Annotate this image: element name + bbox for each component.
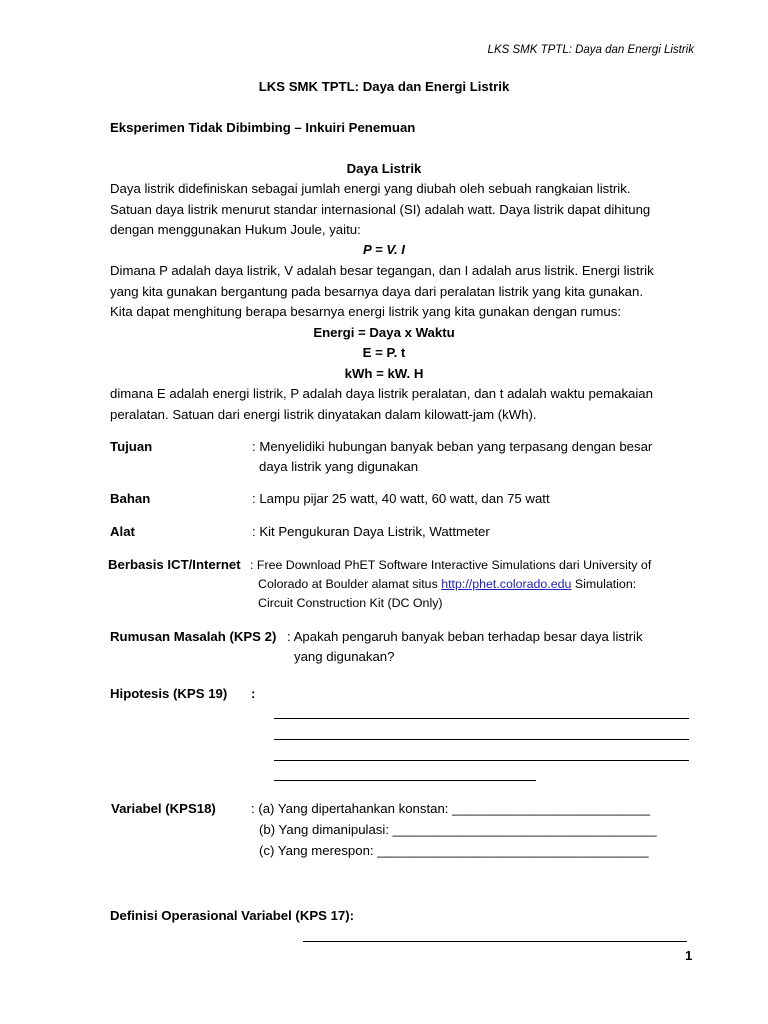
answer-line[interactable] bbox=[274, 718, 689, 719]
formula-energy: kWh = kW. H bbox=[344, 366, 424, 381]
ict-value-line bbox=[258, 574, 636, 594]
formula-energy: Energi = Daya x Waktu bbox=[313, 325, 455, 340]
variabel-item[interactable]: (b) Yang dimanipulasi: ____________________________________ bbox=[259, 822, 657, 837]
rumusan-value: : Apakah pengaruh banyak beban terhadap besar daya listrik bbox=[287, 629, 643, 644]
running-header: LKS SMK TPTL: Daya dan Energi Listrik bbox=[487, 44, 694, 56]
answer-line[interactable] bbox=[274, 780, 536, 781]
tujuan-label: Tujuan bbox=[110, 439, 153, 454]
hipotesis-colon: : bbox=[251, 686, 256, 701]
tujuan-value: : Menyelidiki hubungan banyak beban yang terpasang dengan besar bbox=[252, 439, 653, 454]
answer-line[interactable] bbox=[274, 739, 689, 740]
page-number: 1 bbox=[685, 948, 693, 963]
bahan-label: Bahan bbox=[110, 491, 151, 506]
document-title: LKS SMK TPTL: Daya dan Energi Listrik bbox=[258, 79, 510, 94]
alat-label: Alat bbox=[110, 524, 135, 539]
definisi-label: Definisi Operasional Variabel (KPS 17): bbox=[110, 908, 355, 923]
paragraph-line: yang kita gunakan bergantung pada besarnya daya dari peralatan listrik yang kita gunakan. bbox=[110, 284, 643, 299]
section-title: Daya Listrik bbox=[346, 161, 422, 176]
variabel-item[interactable]: (c) Yang merespon: _____________________________________ bbox=[259, 843, 649, 858]
answer-line[interactable] bbox=[303, 941, 687, 942]
rumusan-value: yang digunakan? bbox=[294, 649, 395, 664]
ict-value: : Free Download PhET Software Interactive Simulations dari University of bbox=[250, 558, 652, 572]
ict-label: Berbasis ICT/Internet bbox=[108, 557, 241, 572]
paragraph-line: Satuan daya listrik menurut standar internasional (SI) adalah watt. Daya listrik dapat dihitung bbox=[110, 202, 651, 217]
paragraph-line: dimana E adalah energi listrik, P adalah daya listrik peralatan, dan t adalah waktu pemakaian bbox=[110, 386, 653, 401]
bahan-value: : Lampu pijar 25 watt, 40 watt, 60 watt, dan 75 watt bbox=[252, 491, 550, 506]
formula-energy: E = P. t bbox=[362, 345, 406, 360]
ict-text: Simulation: bbox=[571, 577, 637, 591]
paragraph-line: peralatan. Satuan dari energi listrik dinyatakan dalam kilowatt-jam (kWh). bbox=[110, 407, 537, 422]
alat-value: : Kit Pengukuran Daya Listrik, Wattmeter bbox=[252, 524, 490, 539]
rumusan-label: Rumusan Masalah (KPS 2) bbox=[110, 629, 277, 644]
ict-text: Colorado at Boulder alamat situs bbox=[258, 577, 442, 591]
document-subtitle: Eksperimen Tidak Dibimbing – Inkuiri Penemuan bbox=[110, 120, 416, 135]
formula-power: P = V. I bbox=[363, 242, 405, 257]
ict-value: Circuit Construction Kit (DC Only) bbox=[258, 596, 443, 610]
tujuan-value: daya listrik yang digunakan bbox=[259, 459, 419, 474]
variabel-item[interactable]: : (a) Yang dipertahankan konstan: ___________________________ bbox=[251, 801, 651, 816]
hipotesis-label: Hipotesis (KPS 19) bbox=[110, 686, 228, 701]
variabel-label: Variabel (KPS18) bbox=[111, 801, 216, 816]
phet-link[interactable]: http://phet.colorado.edu bbox=[441, 577, 572, 591]
paragraph-line: Dimana P adalah daya listrik, V adalah besar tegangan, dan I adalah arus listrik. Energi listrik bbox=[110, 263, 654, 278]
paragraph-line: Daya listrik didefiniskan sebagai jumlah energi yang diubah oleh sebuah rangkaian listrik. bbox=[110, 181, 631, 196]
paragraph-line: dengan menggunakan Hukum Joule, yaitu: bbox=[110, 222, 361, 237]
answer-line[interactable] bbox=[274, 760, 689, 761]
paragraph-line: Kita dapat menghitung berapa besarnya energi listrik yang kita gunakan dengan rumus: bbox=[110, 304, 621, 319]
